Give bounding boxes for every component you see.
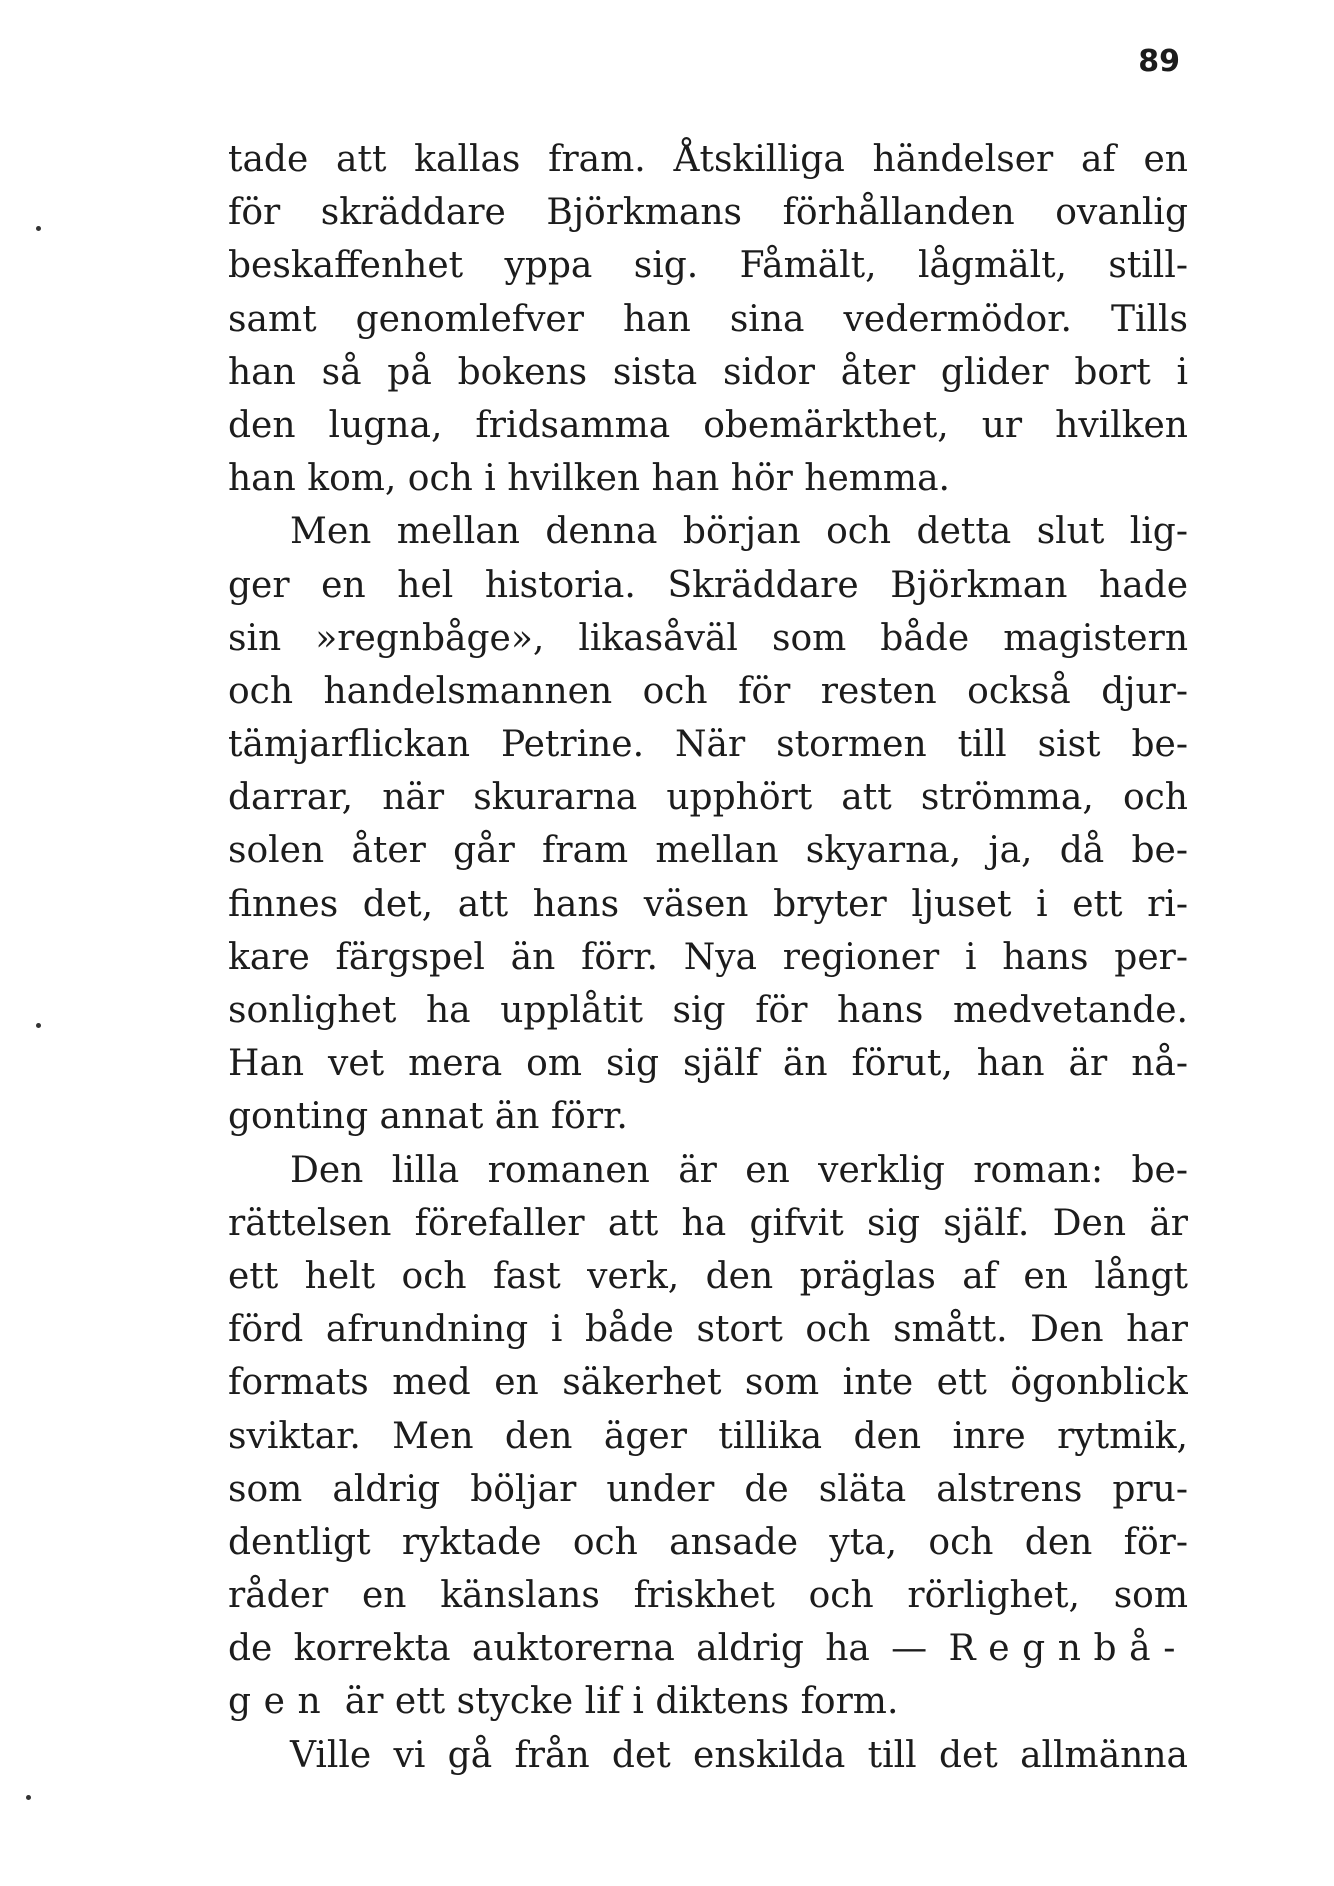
- text-line: för skräddare Björkmans förhållanden ovanlig: [228, 192, 1188, 234]
- text-line: finnes det, att hans väsen bryter ljuset i ett ri-: [228, 883, 1188, 925]
- line-text: de korrekta auktorerna aldrig ha —: [228, 1628, 928, 1670]
- text-line: den lugna, fridsamma obemärkthet, ur hvilken: [228, 404, 1188, 446]
- text-line: [228, 1675, 1188, 1728]
- margin-mark: [36, 1023, 41, 1028]
- page-number: 89: [1138, 44, 1180, 79]
- text-line: ett helt och fast verk, den präglas af en långt: [228, 1255, 1188, 1297]
- text-line: han så på bokens sista sidor åter glider bort i: [228, 351, 1188, 393]
- text-line: sviktar. Men den äger tillika den inre rytmik,: [228, 1415, 1188, 1457]
- text-line: Den lilla romanen är en verklig roman: be-: [290, 1149, 1188, 1191]
- text-line: Han vet mera om sig själf än förut, han är nå-: [228, 1043, 1188, 1085]
- text-line: sin »regnbåge», likasåväl som både magistern: [228, 617, 1188, 659]
- text-line: som aldrig böljar under de släta alstrens pru-: [228, 1468, 1188, 1510]
- text-line: ger en hel historia. Skräddare Björkman hade: [228, 564, 1188, 606]
- line-text: är ett stycke lif i diktens form.: [344, 1681, 899, 1723]
- text-line: gonting annat än förr.: [228, 1096, 628, 1138]
- text-line: råder en känslans friskhet och rörlighet, som: [228, 1575, 1188, 1617]
- text-line: beskaffenhet yppa sig. Fåmält, lågmält, still-: [228, 245, 1188, 287]
- text-line: Men mellan denna början och detta slut lig-: [290, 511, 1188, 553]
- text-line: darrar, när skurarna upphört att strömma, och: [228, 777, 1188, 819]
- margin-mark: [26, 1795, 31, 1800]
- text-line: kare färgspel än förr. Nya regioner i hans per-: [228, 936, 1188, 978]
- body-text: [228, 133, 1188, 1782]
- text-line: han kom, och i hvilken han hör hemma.: [228, 458, 950, 500]
- text-line: dentligt ryktade och ansade yta, och den för-: [228, 1521, 1188, 1563]
- text-line: Ville vi gå från det enskilda till det allmänna: [290, 1734, 1188, 1776]
- text-line: tämjarflickan Petrine. När stormen till sist be-: [228, 724, 1188, 766]
- margin-mark: [36, 226, 41, 231]
- text-line: solen åter går fram mellan skyarna, ja, då be-: [228, 830, 1188, 872]
- text-line: samt genomlefver han sina vedermödor. Tills: [228, 298, 1188, 340]
- emphasized-title: gen: [228, 1681, 334, 1723]
- emphasized-title: Regnbå-: [948, 1628, 1188, 1670]
- text-line: och handelsmannen och för resten också djur-: [228, 670, 1188, 712]
- text-line: sonlighet ha upplåtit sig för hans medvetande.: [228, 990, 1188, 1031]
- text-line: förd afrundning i både stort och smått. Den har: [228, 1309, 1188, 1351]
- text-line: formats med en säkerhet som inte ett ögonblick: [228, 1362, 1188, 1404]
- text-line: rättelsen förefaller att ha gifvit sig själf. Den är: [228, 1202, 1188, 1244]
- text-line: [228, 1622, 1188, 1675]
- text-line: tade att kallas fram. Åtskilliga händelser af en: [228, 139, 1188, 180]
